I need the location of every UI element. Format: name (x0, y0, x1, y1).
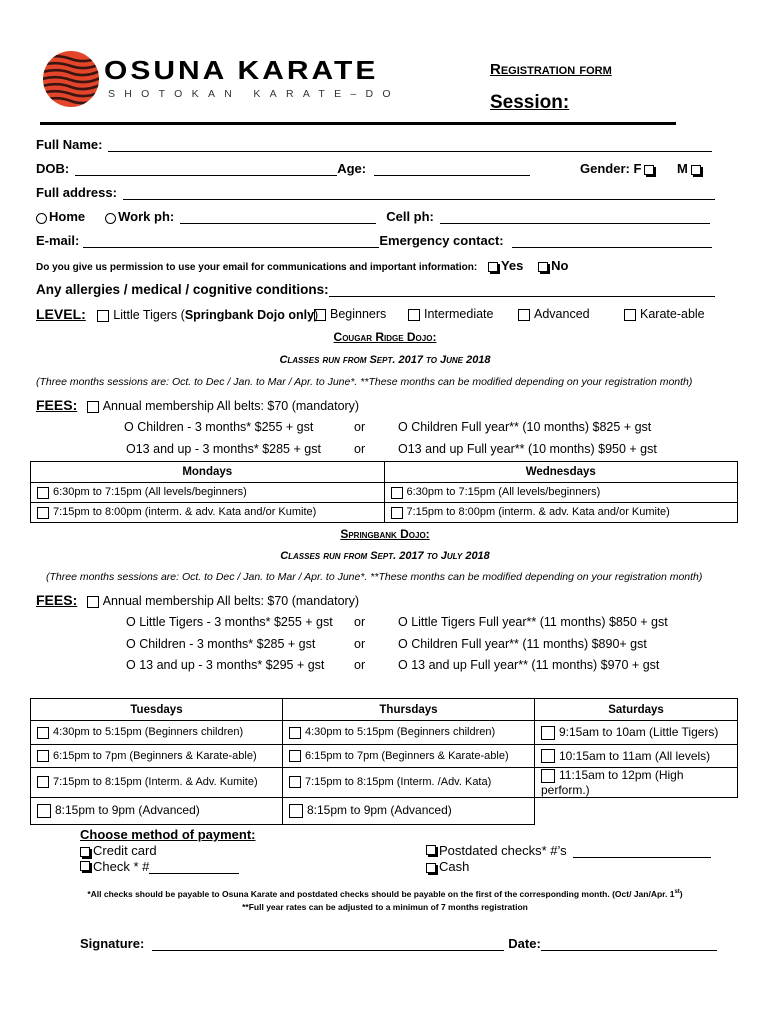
springbank-option-row (126, 658, 324, 672)
springbank-opt-radio-icon[interactable]: O (126, 637, 140, 651)
schedule-cell (384, 503, 738, 523)
tiger-stripe-logo-icon (42, 50, 100, 108)
springbank-or: or (354, 637, 366, 651)
gender-group (580, 161, 704, 176)
class-label: 10:15am to 11am (All levels) (559, 748, 711, 763)
cell-label: Cell ph: (386, 209, 434, 224)
gender-m-label: M (677, 161, 688, 176)
date-label: Date: (508, 936, 541, 951)
payment-note-1: *All checks should be payable to Osuna Karate and postdated checks should be payable on the first of the corresponding month. (Oct/ Jan/Apr. 1st) (87, 889, 683, 899)
payment-title: Choose method of payment: (80, 827, 256, 842)
email-row (36, 233, 712, 248)
class-checkbox[interactable] (289, 776, 301, 788)
schedule-cell (31, 503, 385, 523)
cougar-opt-left: 13 and up - 3 months* $285 + gst (135, 442, 321, 456)
springbank-or: or (354, 615, 366, 629)
logo (42, 50, 100, 108)
springbank-opt-left: 13 and up - 3 months* $295 + gst (139, 658, 325, 672)
springbank-opt-right: Little Tigers Full year** (11 months) $850 + gst (411, 615, 668, 629)
schedule-cell (31, 797, 283, 824)
class-checkbox[interactable] (289, 750, 301, 762)
cougar-note: (Three months sessions are: Oct. to Dec / Jan. to Mar / Apr. to June*. **These months can be modified depending on your registration month) (36, 376, 693, 388)
springbank-fees-row (36, 592, 359, 608)
address-field[interactable] (123, 199, 715, 200)
springbank-opt-right: Children Full year** (11 months) $890+ gst (411, 637, 647, 651)
cougar-option-row (398, 420, 651, 434)
work-radio[interactable] (105, 213, 116, 224)
cougar-schedule-table (30, 461, 738, 523)
payment-postdated (426, 843, 711, 858)
credit-card-checkbox[interactable] (80, 847, 90, 857)
class-label: 6:15pm to 7pm (Beginners & Karate-able) (53, 749, 257, 762)
class-checkbox[interactable] (391, 507, 403, 519)
permission-yes-label: Yes (500, 258, 524, 273)
class-label: 4:30pm to 5:15pm (Beginners children) (53, 726, 244, 739)
gender-f-label: F (633, 161, 642, 176)
class-checkbox[interactable] (391, 487, 403, 499)
level-advanced-label: Advanced (534, 307, 590, 321)
springbank-option-row (398, 637, 647, 651)
permission-row (36, 258, 569, 273)
schedule-cell (31, 768, 283, 798)
schedule-header: Tuesdays (31, 699, 283, 721)
level-little-tigers-label: Little Tigers (Springbank Dojo only) (113, 308, 319, 322)
class-label: 6:30pm to 7:15pm (All levels/beginners) (406, 486, 601, 499)
permission-text: Do you give us permission to use your email for communications and important information: (36, 262, 478, 273)
address-row (36, 185, 715, 200)
age-label: Age: (337, 161, 367, 176)
date-field[interactable] (541, 950, 717, 951)
cougar-fees-row (36, 397, 359, 413)
level-karate-able-label: Karate-able (640, 307, 705, 321)
class-checkbox[interactable] (541, 749, 555, 763)
class-label: 7:15pm to 8:00pm (interm. & adv. Kata and/or Kumite) (406, 506, 670, 519)
springbank-option-row (126, 615, 333, 629)
postdated-label: Postdated checks* #’s (439, 843, 567, 858)
springbank-or: or (354, 658, 366, 672)
session-label: Session: (490, 92, 570, 113)
class-label: 7:15pm to 8:00pm (interm. & adv. Kata and/or Kumite) (53, 506, 317, 519)
dob-row (36, 161, 530, 176)
class-checkbox[interactable] (289, 804, 303, 818)
springbank-membership-label: Annual membership All belts: $70 (mandatory) (102, 594, 360, 608)
class-label: 7:15pm to 8:15pm (Interm. & Adv. Kumite) (53, 776, 258, 789)
springbank-opt-radio-icon[interactable]: O (126, 658, 140, 672)
address-label: Full address: (36, 185, 117, 200)
full-name-label: Full Name: (36, 137, 103, 152)
class-checkbox[interactable] (37, 804, 51, 818)
springbank-opt-radio-icon[interactable]: O (126, 615, 140, 629)
brand-subtitle: SHOTOKAN KARATE–DO (108, 88, 400, 100)
level-beginners (314, 307, 386, 321)
emergency-label: Emergency contact: (379, 233, 504, 248)
class-label: 8:15pm to 9pm (Advanced) (55, 803, 200, 818)
postdated-numbers-field[interactable] (573, 857, 711, 858)
allergies-field[interactable] (329, 296, 715, 297)
gender-f-checkbox[interactable] (644, 165, 654, 175)
cougar-title: Cougar Ridge Dojo: (333, 330, 437, 344)
class-label: 6:15pm to 7pm (Beginners & Karate-able) (305, 749, 509, 762)
level-intermediate (408, 307, 493, 321)
cougar-fees-label: FEES: (36, 397, 78, 413)
payment-note-2: **Full year rates can be adjusted to a minimun of 7 months registration (242, 902, 528, 912)
springbank-option-row (398, 658, 659, 672)
level-row (36, 306, 318, 322)
class-checkbox[interactable] (37, 507, 49, 519)
springbank-opt-radio-icon[interactable]: O (398, 615, 412, 629)
springbank-option-row (398, 615, 668, 629)
home-radio[interactable] (36, 213, 47, 224)
emergency-field[interactable] (512, 247, 712, 248)
springbank-opt-right: 13 and up Full year** (11 months) $970 + gst (411, 658, 660, 672)
springbank-membership-checkbox[interactable] (87, 596, 99, 608)
gender-label: Gender: (580, 161, 630, 176)
signature-field[interactable] (152, 950, 504, 951)
cougar-opt-radio-icon[interactable]: O (398, 420, 412, 434)
level-beginners-checkbox[interactable] (314, 309, 326, 321)
springbank-title: Springbank Dojo: (340, 527, 430, 541)
class-label: 8:15pm to 9pm (Advanced) (307, 803, 452, 818)
schedule-header: Saturdays (535, 699, 738, 721)
age-field[interactable] (374, 175, 530, 176)
cougar-membership-checkbox[interactable] (87, 401, 99, 413)
permission-no-checkbox[interactable] (538, 262, 548, 272)
class-label: 4:30pm to 5:15pm (Beginners children) (305, 726, 496, 739)
cash-label: Cash (439, 859, 470, 874)
springbank-schedule-table (30, 698, 738, 825)
check-checkbox[interactable] (80, 861, 90, 871)
dob-field[interactable] (75, 175, 337, 176)
cougar-option-row (126, 442, 321, 456)
schedule-cell (31, 745, 283, 768)
level-advanced (518, 307, 590, 321)
schedule-cell (535, 721, 738, 745)
class-checkbox[interactable] (289, 727, 301, 739)
springbank-opt-radio-icon[interactable]: O (398, 637, 412, 651)
cougar-membership-label: Annual membership All belts: $70 (mandatory) (102, 399, 360, 413)
schedule-header: Thursdays (283, 699, 535, 721)
permission-no-label: No (551, 258, 569, 273)
schedule-cell (384, 483, 738, 503)
cash-checkbox[interactable] (426, 863, 436, 873)
signature-label: Signature: (80, 936, 145, 951)
payment-credit (80, 843, 157, 858)
full-name-row (36, 137, 712, 152)
credit-card-label: Credit card (93, 843, 157, 858)
schedule-header: Wednesdays (384, 462, 738, 483)
payment-cash (426, 859, 469, 874)
cougar-classes: Classes run from Sept. 2017 to June 2018 (279, 354, 491, 366)
cougar-opt-radio-icon[interactable]: O (398, 442, 408, 456)
cougar-or: or (354, 442, 366, 456)
springbank-opt-left: Little Tigers - 3 months* $255 + gst (139, 615, 333, 629)
class-checkbox[interactable] (37, 776, 49, 788)
schedule-cell (283, 721, 535, 745)
schedule-cell (535, 768, 738, 798)
level-intermediate-checkbox[interactable] (408, 309, 420, 321)
class-checkbox[interactable] (541, 726, 555, 740)
check-label: Check * # (93, 859, 150, 874)
cougar-opt-radio-icon[interactable]: O (124, 420, 138, 434)
class-label: 11:15am to 12pm (High perform.) (541, 768, 684, 797)
level-karate-able (624, 307, 705, 321)
form-title: Registration form (490, 61, 612, 78)
level-advanced-checkbox[interactable] (518, 309, 530, 321)
work-phone-field[interactable] (180, 223, 376, 224)
schedule-cell (31, 721, 283, 745)
home-label: Home (49, 209, 86, 224)
cell-phone-field[interactable] (440, 223, 710, 224)
cougar-option-row (124, 420, 313, 434)
schedule-cell (283, 797, 535, 824)
class-label: 9:15am to 10am (Little Tigers) (559, 725, 719, 740)
cougar-opt-radio-icon[interactable]: O (126, 442, 136, 456)
class-checkbox[interactable] (37, 487, 49, 499)
schedule-cell (535, 745, 738, 768)
schedule-cell (283, 745, 535, 768)
class-checkbox[interactable] (37, 750, 49, 762)
schedule-cell (31, 483, 385, 503)
signature-row (80, 936, 717, 951)
email-field[interactable] (83, 247, 379, 248)
springbank-note: (Three months sessions are: Oct. to Dec / Jan. to Mar / Apr. to June*. **These months can be modified depending on your registration month) (46, 571, 703, 583)
postdated-checkbox[interactable] (426, 845, 436, 855)
cougar-opt-right: 13 and up Full year** (10 months) $950 + gst (407, 442, 657, 456)
allergies-label: Any allergies / medical / cognitive conditions: (36, 282, 329, 297)
cougar-opt-right: Children Full year** (10 months) $825 + gst (411, 420, 652, 434)
springbank-option-row (126, 637, 315, 651)
email-label: E-mail: (36, 233, 80, 248)
springbank-opt-left: Children - 3 months* $285 + gst (139, 637, 316, 651)
payment-check (80, 859, 239, 874)
springbank-classes: Classes run from Sept. 2017 to July 2018 (280, 550, 490, 562)
level-intermediate-label: Intermediate (424, 307, 494, 321)
cougar-option-row (398, 442, 657, 456)
work-label: Work ph: (118, 209, 175, 224)
cougar-opt-left: Children - 3 months* $255 + gst (137, 420, 314, 434)
level-little-tigers-checkbox[interactable] (97, 310, 109, 322)
cougar-or: or (354, 420, 366, 434)
class-checkbox[interactable] (541, 769, 555, 783)
full-name-field[interactable] (108, 151, 712, 152)
schedule-cell-empty (535, 797, 738, 824)
level-karate-able-checkbox[interactable] (624, 309, 636, 321)
allergies-row (36, 282, 715, 297)
level-label: LEVEL: (36, 306, 86, 322)
brand-name: OSUNA KARATE (104, 57, 379, 86)
springbank-opt-radio-icon[interactable]: O (398, 658, 412, 672)
phone-row (36, 209, 710, 224)
class-label: 7:15pm to 8:15pm (Interm. /Adv. Kata) (305, 776, 492, 789)
gender-m-checkbox[interactable] (691, 165, 701, 175)
class-label: 6:30pm to 7:15pm (All levels/beginners) (53, 486, 247, 499)
schedule-cell (283, 768, 535, 798)
springbank-fees-label: FEES: (36, 592, 78, 608)
schedule-header: Mondays (31, 462, 385, 483)
class-checkbox[interactable] (37, 727, 49, 739)
dob-label: DOB: (36, 161, 70, 176)
level-beginners-label: Beginners (330, 307, 387, 321)
permission-yes-checkbox[interactable] (488, 262, 498, 272)
header-rule (40, 122, 676, 125)
check-number-field[interactable] (149, 873, 239, 874)
